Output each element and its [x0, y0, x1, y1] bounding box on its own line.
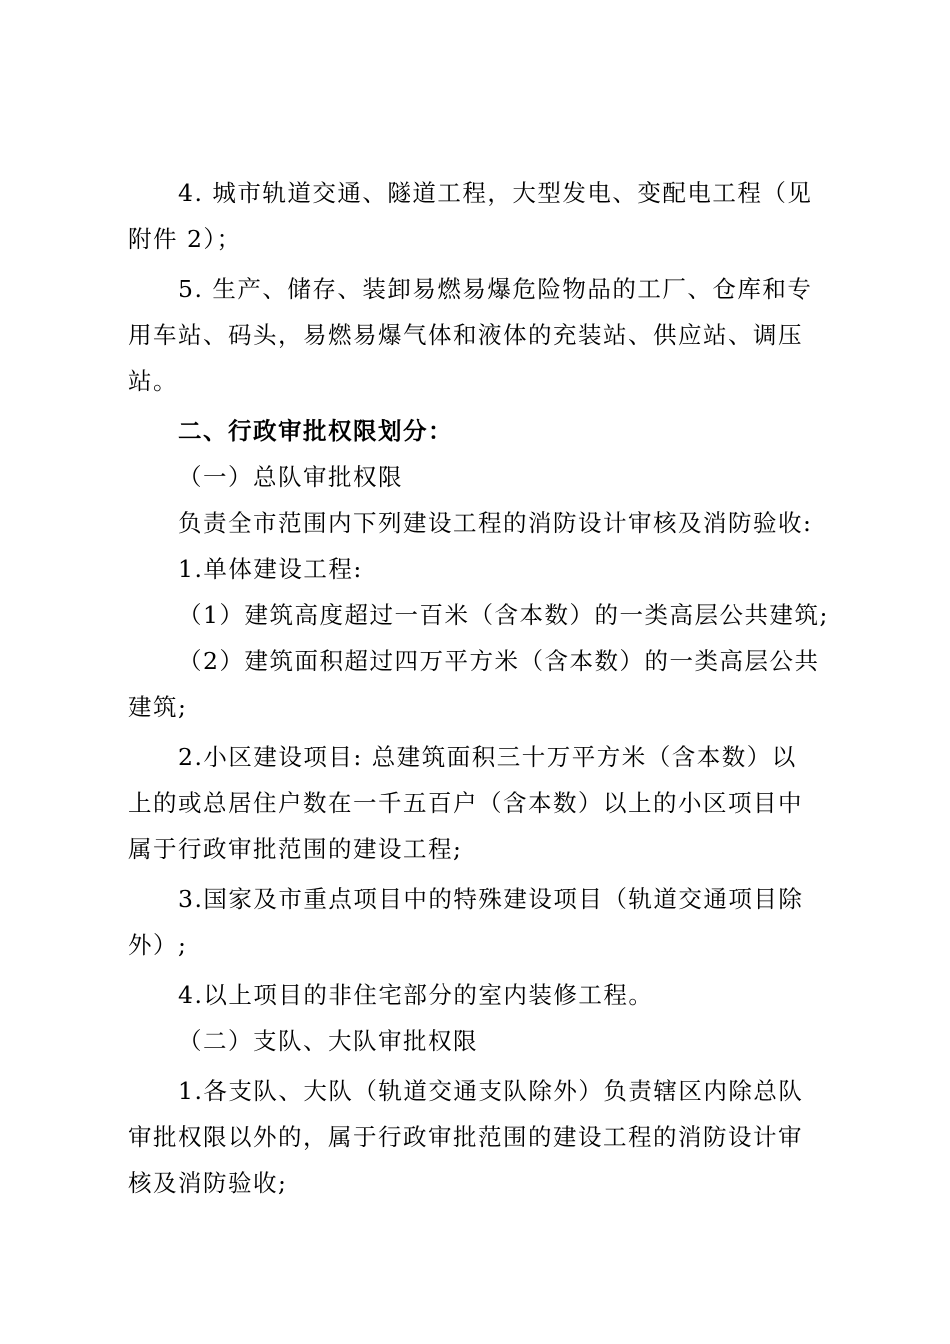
item-3-line-2: 外）; — [128, 931, 188, 959]
item-1b-line-1: 1.各支队、大队（轨道交通支队除外）负责辖区内除总队 — [178, 1077, 804, 1105]
item-3-line-1: 3.国家及市重点项目中的特殊建设项目（轨道交通项目除 — [178, 885, 804, 913]
item-1-sub-2-line-1: （2）建筑面积超过四万平方米（含本数）的一类高层公共 — [178, 647, 820, 675]
item-2-line-1: 2.小区建设项目: 总建筑面积三十万平方米（含本数）以 — [178, 743, 797, 771]
subsection-heading-2: （二）支队、大队审批权限 — [178, 1027, 478, 1055]
item-4-line-2: 附件 2）； — [128, 225, 242, 253]
item-1-sub-2-line-2: 建筑; — [128, 693, 188, 721]
item-4-line-1: 4. 城市轨道交通、隧道工程，大型发电、变配电工程（见 — [178, 179, 813, 207]
item-1b-line-3: 核及消防验收; — [128, 1169, 288, 1197]
item-5-line-1: 5. 生产、储存、装卸易燃易爆危险物品的工厂、仓库和专 — [178, 275, 813, 303]
item-5-line-3: 站。 — [128, 367, 178, 395]
paragraph-intro: 负责全市范围内下列建设工程的消防设计审核及消防验收: — [178, 509, 813, 537]
item-1b-line-2: 审批权限以外的，属于行政审批范围的建设工程的消防设计审 — [128, 1123, 803, 1151]
item-5-line-2: 用车站、码头，易燃易爆气体和液体的充装站、供应站、调压 — [128, 321, 803, 349]
item-2-line-2: 上的或总居住户数在一千五百户（含本数）以上的小区项目中 — [128, 789, 803, 817]
subsection-heading-1: （一）总队审批权限 — [178, 463, 403, 491]
section-heading-2: 二、行政审批权限划分： — [178, 417, 453, 445]
document-body — [128, 170, 833, 1206]
item-4b-line-1: 4.以上项目的非住宅部分的室内装修工程。 — [178, 981, 654, 1009]
item-2-line-3: 属于行政审批范围的建设工程; — [128, 835, 463, 863]
item-1-sub-1: （1）建筑高度超过一百米（含本数）的一类高层公共建筑; — [178, 601, 829, 629]
item-1-heading: 1.单体建设工程: — [178, 555, 363, 583]
